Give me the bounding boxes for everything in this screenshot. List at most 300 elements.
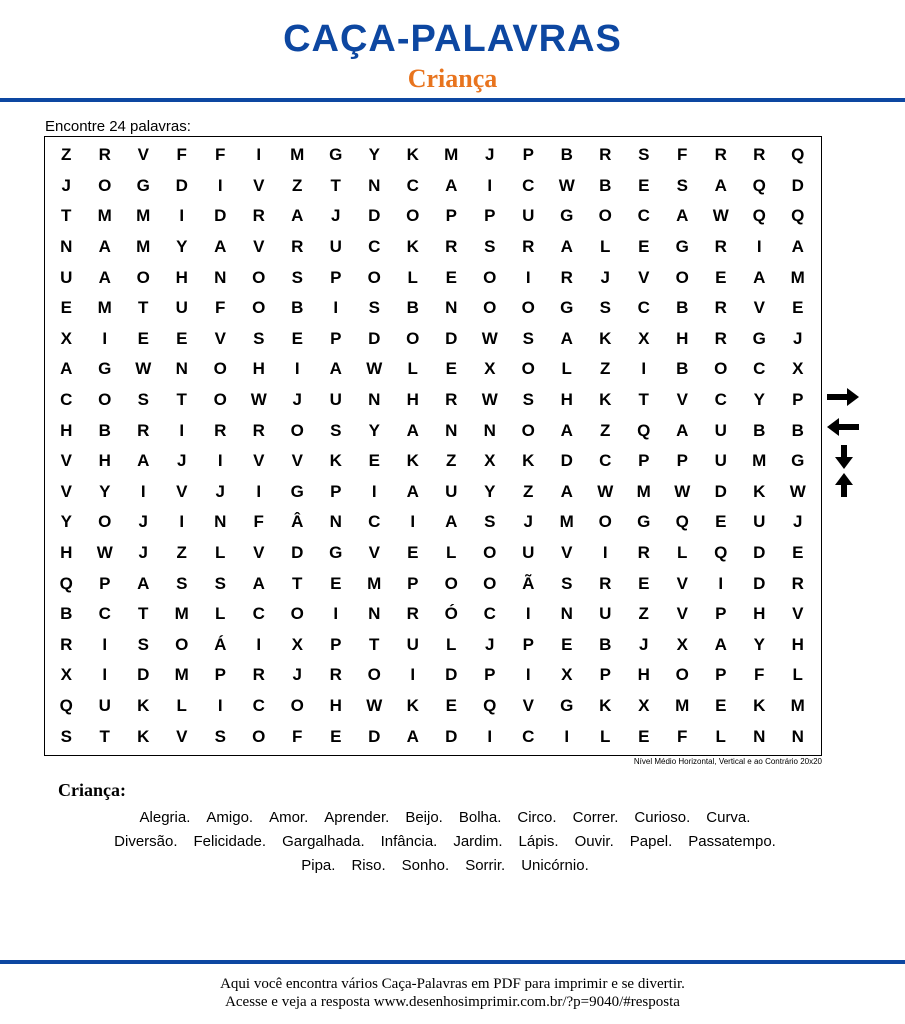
grid-cell: D bbox=[753, 573, 766, 593]
grid-cell: S bbox=[484, 237, 496, 257]
word-list bbox=[40, 806, 850, 878]
grid-cell: N bbox=[483, 420, 496, 440]
word-item: Pipa. bbox=[301, 857, 336, 874]
grid-cell: J bbox=[331, 206, 341, 226]
grid-cell: X bbox=[484, 451, 496, 471]
grid-cell: V bbox=[676, 390, 688, 410]
grid-cell: U bbox=[329, 237, 342, 257]
grid-cell: M bbox=[675, 696, 690, 716]
grid-cell: Q bbox=[752, 175, 766, 195]
grid-cell: A bbox=[560, 420, 573, 440]
grid-cell: A bbox=[445, 175, 458, 195]
grid-cell: J bbox=[639, 634, 649, 654]
grid-cell: W bbox=[558, 175, 575, 195]
grid-cell: H bbox=[753, 604, 766, 624]
grid-cell: S bbox=[176, 573, 188, 593]
grid-cell: C bbox=[252, 696, 265, 716]
grid-cell: X bbox=[561, 665, 573, 685]
grid-cell: I bbox=[641, 359, 647, 379]
grid-cell: G bbox=[752, 328, 766, 348]
word-item: Amigo. bbox=[206, 809, 254, 826]
grid-cell: I bbox=[217, 175, 223, 195]
grid-cell: J bbox=[138, 543, 148, 563]
grid-cell: P bbox=[792, 390, 804, 410]
grid-cell: D bbox=[175, 175, 188, 195]
arrow-down-icon bbox=[835, 444, 853, 470]
word-item: Bolha. bbox=[458, 809, 502, 826]
grid-cell: R bbox=[714, 298, 727, 318]
grid-cell: F bbox=[754, 665, 765, 685]
grid-cell: T bbox=[99, 726, 110, 746]
grid-cell: O bbox=[521, 298, 535, 318]
grid-cell: K bbox=[599, 328, 612, 348]
grid-cell: I bbox=[333, 604, 339, 624]
grid-cell: R bbox=[560, 267, 573, 287]
grid-cell: A bbox=[137, 451, 150, 471]
grid-cell: A bbox=[560, 481, 573, 501]
grid-cell: E bbox=[715, 696, 727, 716]
grid-cell: S bbox=[599, 298, 611, 318]
word-item: Curioso. bbox=[634, 809, 691, 826]
grid-cell: X bbox=[60, 665, 72, 685]
grid-cell: E bbox=[60, 298, 72, 318]
word-item: Sonho. bbox=[401, 857, 450, 874]
grid-cell: T bbox=[638, 390, 649, 410]
grid-cell: A bbox=[406, 726, 419, 746]
grid-cell: B bbox=[98, 420, 111, 440]
grid-cell: F bbox=[677, 726, 688, 746]
grid-cell: X bbox=[484, 359, 496, 379]
grid-cell: S bbox=[330, 420, 342, 440]
grid-cell: Q bbox=[59, 696, 73, 716]
grid-cell: V bbox=[253, 451, 265, 471]
grid-cell: N bbox=[175, 359, 188, 379]
grid-cell: A bbox=[753, 267, 766, 287]
grid-cell: P bbox=[330, 481, 342, 501]
grid-cell: V bbox=[137, 145, 149, 165]
grid-cell: R bbox=[714, 328, 727, 348]
grid-cell: C bbox=[483, 604, 496, 624]
grid-cell: R bbox=[252, 665, 265, 685]
word-item: Amor. bbox=[269, 809, 309, 826]
grid-cell: B bbox=[676, 298, 689, 318]
grid-cell: B bbox=[291, 298, 304, 318]
grid-cell: I bbox=[140, 481, 146, 501]
grid-cell: M bbox=[97, 206, 112, 226]
grid-cell: C bbox=[714, 390, 727, 410]
word-list-row bbox=[40, 830, 850, 854]
grid-cell: R bbox=[753, 145, 766, 165]
grid-cell: E bbox=[638, 237, 650, 257]
grid-cell: N bbox=[791, 726, 804, 746]
grid-cell: O bbox=[367, 267, 381, 287]
word-item: Papel. bbox=[629, 833, 673, 850]
grid-cell: R bbox=[714, 237, 727, 257]
grid-cell: I bbox=[333, 298, 339, 318]
grid-cell: U bbox=[406, 634, 419, 654]
level-note: Nível Médio Horizontal, Vertical e ao Contrário 20x20 bbox=[633, 757, 822, 766]
grid-cell: L bbox=[407, 267, 418, 287]
grid-cell: Q bbox=[637, 420, 651, 440]
grid-cell: Z bbox=[600, 420, 611, 440]
grid-cell: A bbox=[714, 175, 727, 195]
grid-cell: A bbox=[560, 328, 573, 348]
grid-cell: D bbox=[445, 665, 458, 685]
grid-cell: Q bbox=[483, 696, 497, 716]
grid-cell: E bbox=[715, 512, 727, 532]
grid-cell: X bbox=[291, 634, 303, 654]
grid-cell: D bbox=[368, 726, 381, 746]
word-item: Diversão. bbox=[114, 833, 178, 850]
grid-cell: S bbox=[638, 145, 650, 165]
grid-cell: T bbox=[330, 175, 341, 195]
grid-cell: I bbox=[179, 512, 185, 532]
grid-cell: N bbox=[560, 604, 573, 624]
grid-cell: O bbox=[444, 573, 458, 593]
grid-cell: X bbox=[792, 359, 804, 379]
grid-cell: P bbox=[522, 145, 534, 165]
grid-cell: U bbox=[599, 604, 612, 624]
grid-cell: E bbox=[445, 696, 457, 716]
word-item: Felicidade. bbox=[193, 833, 267, 850]
grid-cell: E bbox=[176, 328, 188, 348]
grid-cell: P bbox=[676, 451, 688, 471]
grid-cell: U bbox=[98, 696, 111, 716]
word-item: Unicórnio. bbox=[521, 857, 589, 874]
grid-cell: O bbox=[290, 696, 304, 716]
grid-cell: F bbox=[215, 298, 226, 318]
grid-cell: C bbox=[368, 512, 381, 532]
grid-cell: K bbox=[753, 696, 766, 716]
grid-cell: I bbox=[718, 573, 724, 593]
grid-cell: M bbox=[136, 237, 151, 257]
grid-cell: W bbox=[96, 543, 113, 563]
grid-cell: N bbox=[329, 512, 342, 532]
grid-cell: M bbox=[136, 206, 151, 226]
grid-cell: O bbox=[675, 665, 689, 685]
grid-cell: Q bbox=[752, 206, 766, 226]
word-item: Beijo. bbox=[405, 809, 443, 826]
grid-cell: J bbox=[177, 451, 187, 471]
grid-cell: C bbox=[599, 451, 612, 471]
grid-cell: O bbox=[290, 604, 304, 624]
grid-cell: P bbox=[407, 573, 419, 593]
grid-cell: G bbox=[560, 298, 574, 318]
grid-cell: L bbox=[677, 543, 688, 563]
grid-cell: A bbox=[406, 481, 419, 501]
grid-cell: I bbox=[179, 420, 185, 440]
grid-cell: G bbox=[560, 696, 574, 716]
grid-cell: P bbox=[484, 206, 496, 226]
grid-cell: P bbox=[522, 634, 534, 654]
grid-cell: U bbox=[445, 481, 458, 501]
grid-cell: E bbox=[368, 451, 380, 471]
grid-cell: M bbox=[559, 512, 574, 532]
word-list-row bbox=[40, 806, 850, 830]
grid-cell: A bbox=[214, 237, 227, 257]
grid-cell: J bbox=[292, 665, 302, 685]
grid-cell: E bbox=[445, 359, 457, 379]
grid-cell: G bbox=[98, 359, 112, 379]
grid-cell: D bbox=[445, 328, 458, 348]
grid-cell: P bbox=[715, 665, 727, 685]
grid-cell: Y bbox=[368, 145, 380, 165]
grid-cell: U bbox=[714, 451, 727, 471]
grid-cell: L bbox=[215, 604, 226, 624]
grid-cell: C bbox=[637, 298, 650, 318]
arrow-right-icon bbox=[826, 388, 860, 406]
grid-cell: O bbox=[714, 359, 728, 379]
grid-cell: A bbox=[714, 634, 727, 654]
grid-cell: Z bbox=[61, 145, 72, 165]
grid-cell: J bbox=[793, 328, 803, 348]
grid-cell: V bbox=[368, 543, 380, 563]
word-list-row bbox=[40, 854, 850, 878]
grid-cell: D bbox=[560, 451, 573, 471]
grid-cell: U bbox=[60, 267, 73, 287]
word-item: Jardim. bbox=[453, 833, 503, 850]
grid-cell: M bbox=[97, 298, 112, 318]
grid-cell: O bbox=[213, 390, 227, 410]
word-item: Aprender. bbox=[324, 809, 390, 826]
grid-cell: M bbox=[444, 145, 459, 165]
grid-cell: R bbox=[214, 420, 227, 440]
grid-cell: Z bbox=[446, 451, 457, 471]
grid-cell: E bbox=[638, 573, 650, 593]
grid-cell: K bbox=[137, 726, 150, 746]
word-item: Sorrir. bbox=[465, 857, 506, 874]
grid-cell: B bbox=[753, 420, 766, 440]
grid-cell: I bbox=[525, 665, 531, 685]
grid-cell: U bbox=[753, 512, 766, 532]
grid-cell: N bbox=[445, 420, 458, 440]
instruction-text: Encontre 24 palavras: bbox=[45, 118, 191, 135]
grid-cell: C bbox=[406, 175, 419, 195]
grid-cell: O bbox=[406, 206, 420, 226]
grid-cell: S bbox=[522, 390, 534, 410]
grid-cell: L bbox=[600, 726, 611, 746]
grid-cell: D bbox=[368, 206, 381, 226]
grid-cell: N bbox=[60, 237, 73, 257]
grid-cell: H bbox=[60, 420, 73, 440]
grid-cell: E bbox=[792, 298, 804, 318]
grid-cell: R bbox=[791, 573, 804, 593]
word-item: Passatempo. bbox=[688, 833, 776, 850]
grid-cell: Y bbox=[176, 237, 188, 257]
grid-cell: B bbox=[560, 145, 573, 165]
grid-cell: R bbox=[522, 237, 535, 257]
grid-cell: V bbox=[176, 726, 188, 746]
grid-cell: R bbox=[714, 145, 727, 165]
grid-cell: O bbox=[483, 573, 497, 593]
grid-cell: V bbox=[60, 451, 72, 471]
grid-cell: J bbox=[215, 481, 225, 501]
grid-cell: I bbox=[564, 726, 570, 746]
arrow-left-icon bbox=[826, 418, 860, 436]
grid-cell: G bbox=[675, 237, 689, 257]
grid-cell: J bbox=[793, 512, 803, 532]
grid-cell: T bbox=[138, 604, 149, 624]
grid-cell: J bbox=[600, 267, 610, 287]
word-item: Ouvir. bbox=[574, 833, 614, 850]
grid-cell: J bbox=[292, 390, 302, 410]
grid-cell: E bbox=[445, 267, 457, 287]
grid-cell: J bbox=[485, 145, 495, 165]
grid-cell: C bbox=[368, 237, 381, 257]
grid-cell: A bbox=[791, 237, 804, 257]
grid-cell: X bbox=[676, 634, 688, 654]
grid-cell: S bbox=[291, 267, 303, 287]
grid-cell: V bbox=[792, 604, 804, 624]
grid-cell: A bbox=[329, 359, 342, 379]
grid-cell: R bbox=[60, 634, 73, 654]
grid-cell: S bbox=[214, 726, 226, 746]
grid-cell: A bbox=[252, 573, 265, 593]
grid-cell: M bbox=[290, 145, 305, 165]
grid-cell: A bbox=[60, 359, 73, 379]
grid-cell: Q bbox=[714, 543, 728, 563]
grid-cell: Q bbox=[59, 573, 73, 593]
grid-cell: X bbox=[60, 328, 72, 348]
grid-cell: M bbox=[636, 481, 651, 501]
grid-cell: S bbox=[214, 573, 226, 593]
grid-cell: B bbox=[406, 298, 419, 318]
grid-cell: L bbox=[446, 634, 457, 654]
grid-cell: G bbox=[136, 175, 150, 195]
grid-cell: E bbox=[792, 543, 804, 563]
grid-cell: Á bbox=[214, 634, 227, 654]
grid-cell: Ã bbox=[522, 573, 535, 593]
grid-cell: D bbox=[137, 665, 150, 685]
arrow-up-icon bbox=[835, 472, 853, 498]
grid-cell: Z bbox=[292, 175, 303, 195]
grid-cell: L bbox=[600, 237, 611, 257]
grid-cell: E bbox=[330, 573, 342, 593]
grid-cell: R bbox=[329, 665, 342, 685]
grid-cell: C bbox=[522, 175, 535, 195]
grid-cell: V bbox=[522, 696, 534, 716]
word-item: Riso. bbox=[351, 857, 386, 874]
grid-cell: W bbox=[481, 390, 498, 410]
grid-cell: L bbox=[215, 543, 226, 563]
grid-cell: W bbox=[250, 390, 267, 410]
grid-cell: O bbox=[483, 298, 497, 318]
grid-cell: Y bbox=[484, 481, 496, 501]
grid-cell: W bbox=[366, 696, 383, 716]
grid-cell: W bbox=[712, 206, 729, 226]
grid-cell: Q bbox=[791, 206, 805, 226]
grid-cell: A bbox=[98, 267, 111, 287]
word-list-heading: Criança: bbox=[58, 780, 126, 800]
grid-cell: V bbox=[291, 451, 303, 471]
grid-cell: N bbox=[368, 175, 381, 195]
grid-cell: I bbox=[102, 634, 108, 654]
grid-cell: A bbox=[560, 237, 573, 257]
grid-cell: W bbox=[597, 481, 614, 501]
grid-cell: E bbox=[291, 328, 303, 348]
grid-cell: A bbox=[137, 573, 150, 593]
grid-cell: K bbox=[406, 696, 419, 716]
grid-cell: X bbox=[638, 328, 650, 348]
grid-cell: H bbox=[98, 451, 111, 471]
grid-cell: S bbox=[368, 298, 380, 318]
grid-cell: L bbox=[176, 696, 187, 716]
grid-cell: D bbox=[445, 726, 458, 746]
grid-cell: V bbox=[253, 175, 265, 195]
grid-cell: F bbox=[253, 512, 264, 532]
grid-cell: O bbox=[598, 512, 612, 532]
grid-cell: K bbox=[599, 696, 612, 716]
top-divider bbox=[0, 98, 905, 102]
grid-cell: R bbox=[98, 145, 111, 165]
grid-cell: H bbox=[60, 543, 73, 563]
grid-cell: Â bbox=[291, 512, 304, 532]
grid-cell: B bbox=[599, 634, 612, 654]
grid-cell: Y bbox=[753, 634, 765, 654]
grid-cell: J bbox=[138, 512, 148, 532]
grid-cell: H bbox=[252, 359, 265, 379]
grid-cell: Ó bbox=[444, 604, 458, 624]
grid-cell: I bbox=[217, 451, 223, 471]
grid-cell: D bbox=[791, 175, 804, 195]
grid-cell: R bbox=[291, 237, 304, 257]
grid-cell: O bbox=[290, 420, 304, 440]
grid-cell: G bbox=[560, 206, 574, 226]
grid-cell: V bbox=[60, 481, 72, 501]
grid-cell: W bbox=[674, 481, 691, 501]
grid-cell: I bbox=[179, 206, 185, 226]
grid-cell: I bbox=[294, 359, 300, 379]
grid-cell: S bbox=[253, 328, 265, 348]
grid-cell: M bbox=[367, 573, 382, 593]
grid-cell: O bbox=[252, 726, 266, 746]
grid-cell: Z bbox=[523, 481, 534, 501]
grid-cell: P bbox=[599, 665, 611, 685]
page-subtitle: Criança bbox=[407, 64, 498, 93]
grid-cell: O bbox=[213, 359, 227, 379]
grid-cell: H bbox=[175, 267, 188, 287]
grid-cell: H bbox=[791, 634, 804, 654]
grid-cell: I bbox=[256, 145, 262, 165]
grid-cell: B bbox=[791, 420, 804, 440]
grid-cell: H bbox=[406, 390, 419, 410]
grid-cell: V bbox=[214, 328, 226, 348]
grid-cell: M bbox=[752, 451, 767, 471]
word-item: Lápis. bbox=[518, 833, 559, 850]
grid-cell: S bbox=[137, 390, 149, 410]
grid-cell: E bbox=[638, 726, 650, 746]
grid-cell: S bbox=[676, 175, 688, 195]
grid-cell: O bbox=[598, 206, 612, 226]
grid-cell: D bbox=[368, 328, 381, 348]
grid-cell: P bbox=[330, 267, 342, 287]
grid-cell: Z bbox=[176, 543, 187, 563]
word-item: Gargalhada. bbox=[282, 833, 365, 850]
grid-cell: C bbox=[522, 726, 535, 746]
grid-cell: W bbox=[789, 481, 806, 501]
grid-cell: Y bbox=[753, 390, 765, 410]
grid-cell: O bbox=[521, 359, 535, 379]
grid-cell: V bbox=[176, 481, 188, 501]
grid-cell: C bbox=[60, 390, 73, 410]
grid-cell: R bbox=[445, 390, 458, 410]
grid-cell: I bbox=[487, 175, 493, 195]
grid-cell: P bbox=[330, 328, 342, 348]
grid-cell: B bbox=[60, 604, 73, 624]
grid-cell: A bbox=[445, 512, 458, 532]
grid-cell: H bbox=[637, 665, 650, 685]
grid-cell: V bbox=[561, 543, 573, 563]
